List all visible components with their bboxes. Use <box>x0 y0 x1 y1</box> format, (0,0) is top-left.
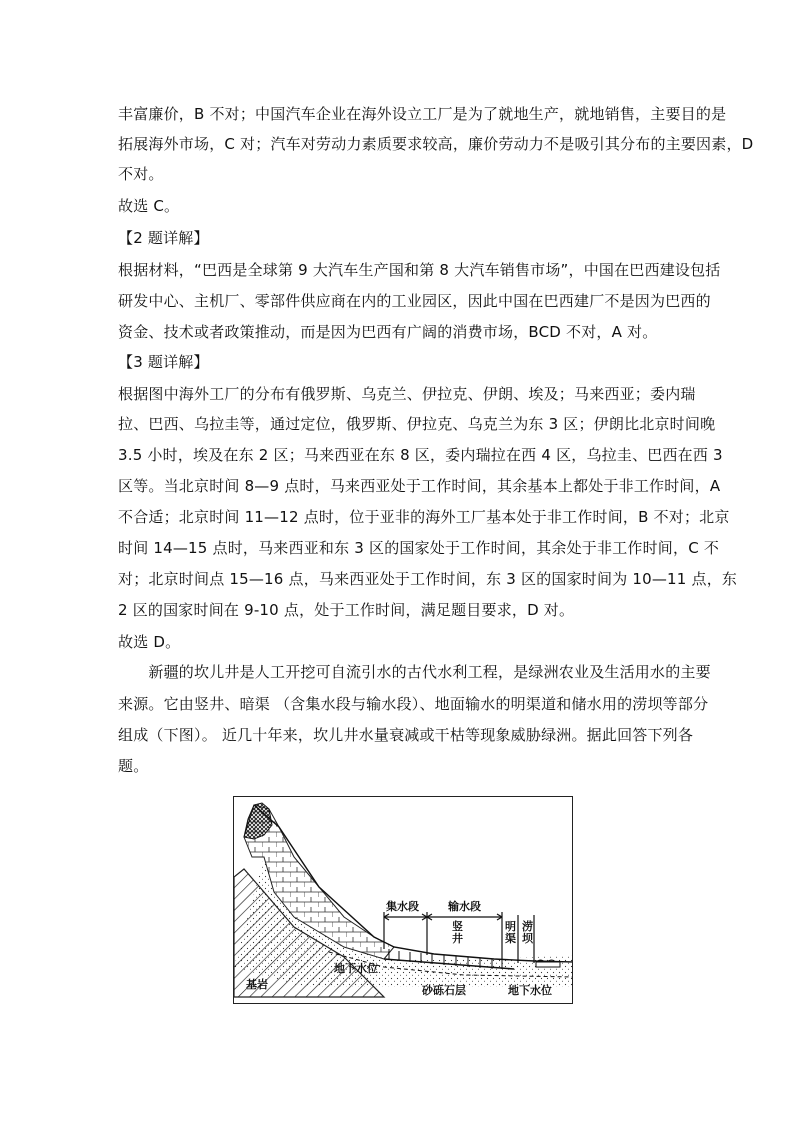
section-heading-3: 【3 题详解】 <box>118 353 209 371</box>
label-gravel: 砂砾石层 <box>422 984 466 997</box>
text-line: 拉、巴西、乌拉圭等，通过定位，俄罗斯、伊拉克、乌克兰为东 3 区；伊朗比北京时间晚 <box>118 415 716 433</box>
text-line: 对；北京时间点 15—16 点，马来西亚处于工作时间，东 3 区的国家时间为 10—11 点，东 <box>118 570 738 588</box>
text-line: 不对。 <box>118 165 164 183</box>
text-line: 丰富廉价，B 不对；中国汽车企业在海外设立工厂是为了就地生产，就地销售，主要目的是 <box>118 105 727 123</box>
text-line: 根据材料，“巴西是全球第 9 大汽车生产国和第 8 大汽车销售市场”，中国在巴西建设包括 <box>118 261 721 279</box>
text-line: 故选 C。 <box>118 197 180 215</box>
text-line: 3.5 小时，埃及在东 2 区；马来西亚在东 8 区，委内瑞拉在西 4 区，乌拉圭、巴西在西 3 <box>118 446 723 464</box>
text-line: 故选 D。 <box>118 633 181 651</box>
label-bedrock: 基岩 <box>246 978 268 991</box>
text-line: 不合适；北京时间 11—12 点时，位于亚非的海外工厂基本处于非工作时间，B 不对；北京 <box>118 508 730 526</box>
section-heading-2: 【2 题详解】 <box>118 229 209 247</box>
text-line: 新疆的坎儿井是人工开挖可自流引水的古代水利工程，是绿洲农业及生活用水的主要 <box>118 663 711 681</box>
text-line: 组成（下图）。 近几十年来，坎儿井水量衰减或干枯等现象威胁绿洲。据此回答下列各 <box>118 726 694 744</box>
label-canal: 明渠 <box>505 920 516 945</box>
label-water-table-left: 地下水位 <box>334 962 378 975</box>
label-collect: 集水段 <box>386 900 419 913</box>
label-transport: 输水段 <box>448 900 481 913</box>
text-line: 拓展海外市场，C 对；汽车对劳动力素质要求较高，廉价劳动力不是吸引其分布的主要因素，D <box>118 135 754 153</box>
text-line: 根据图中海外工厂的分布有俄罗斯、乌克兰、伊拉克、伊朗、埃及；马来西亚；委内瑞 <box>118 385 696 403</box>
text-line: 2 区的国家时间在 9-10 点，处于工作时间，满足题目要求，D 对。 <box>118 601 575 619</box>
text-line: 时间 14—15 点时，马来西亚和东 3 区的国家处于工作时间，其余处于非工作时间，C 不 <box>118 539 720 557</box>
text-line: 区等。当北京时间 8—9 点时，马来西亚处于工作时间，其余基本上都处于非工作时间，A <box>118 477 721 495</box>
text-line: 题。 <box>118 757 149 775</box>
karez-diagram <box>233 796 573 1004</box>
text-line: 研发中心、主机厂、零部件供应商在内的工业园区，因此中国在巴西建厂不是因为巴西的 <box>118 292 711 310</box>
text-line: 资金、技术或者政策推动，而是因为巴西有广阔的消费市场，BCD 不对，A 对。 <box>118 323 658 341</box>
label-water-table-right: 地下水位 <box>508 984 552 997</box>
label-shaft: 竖井 <box>452 920 463 945</box>
text-line: 来源。它由竖井、暗渠 （含集水段与输水段）、地面输水的明渠道和储水用的涝坝等部分 <box>118 695 709 713</box>
label-pond: 涝坝 <box>522 920 533 945</box>
